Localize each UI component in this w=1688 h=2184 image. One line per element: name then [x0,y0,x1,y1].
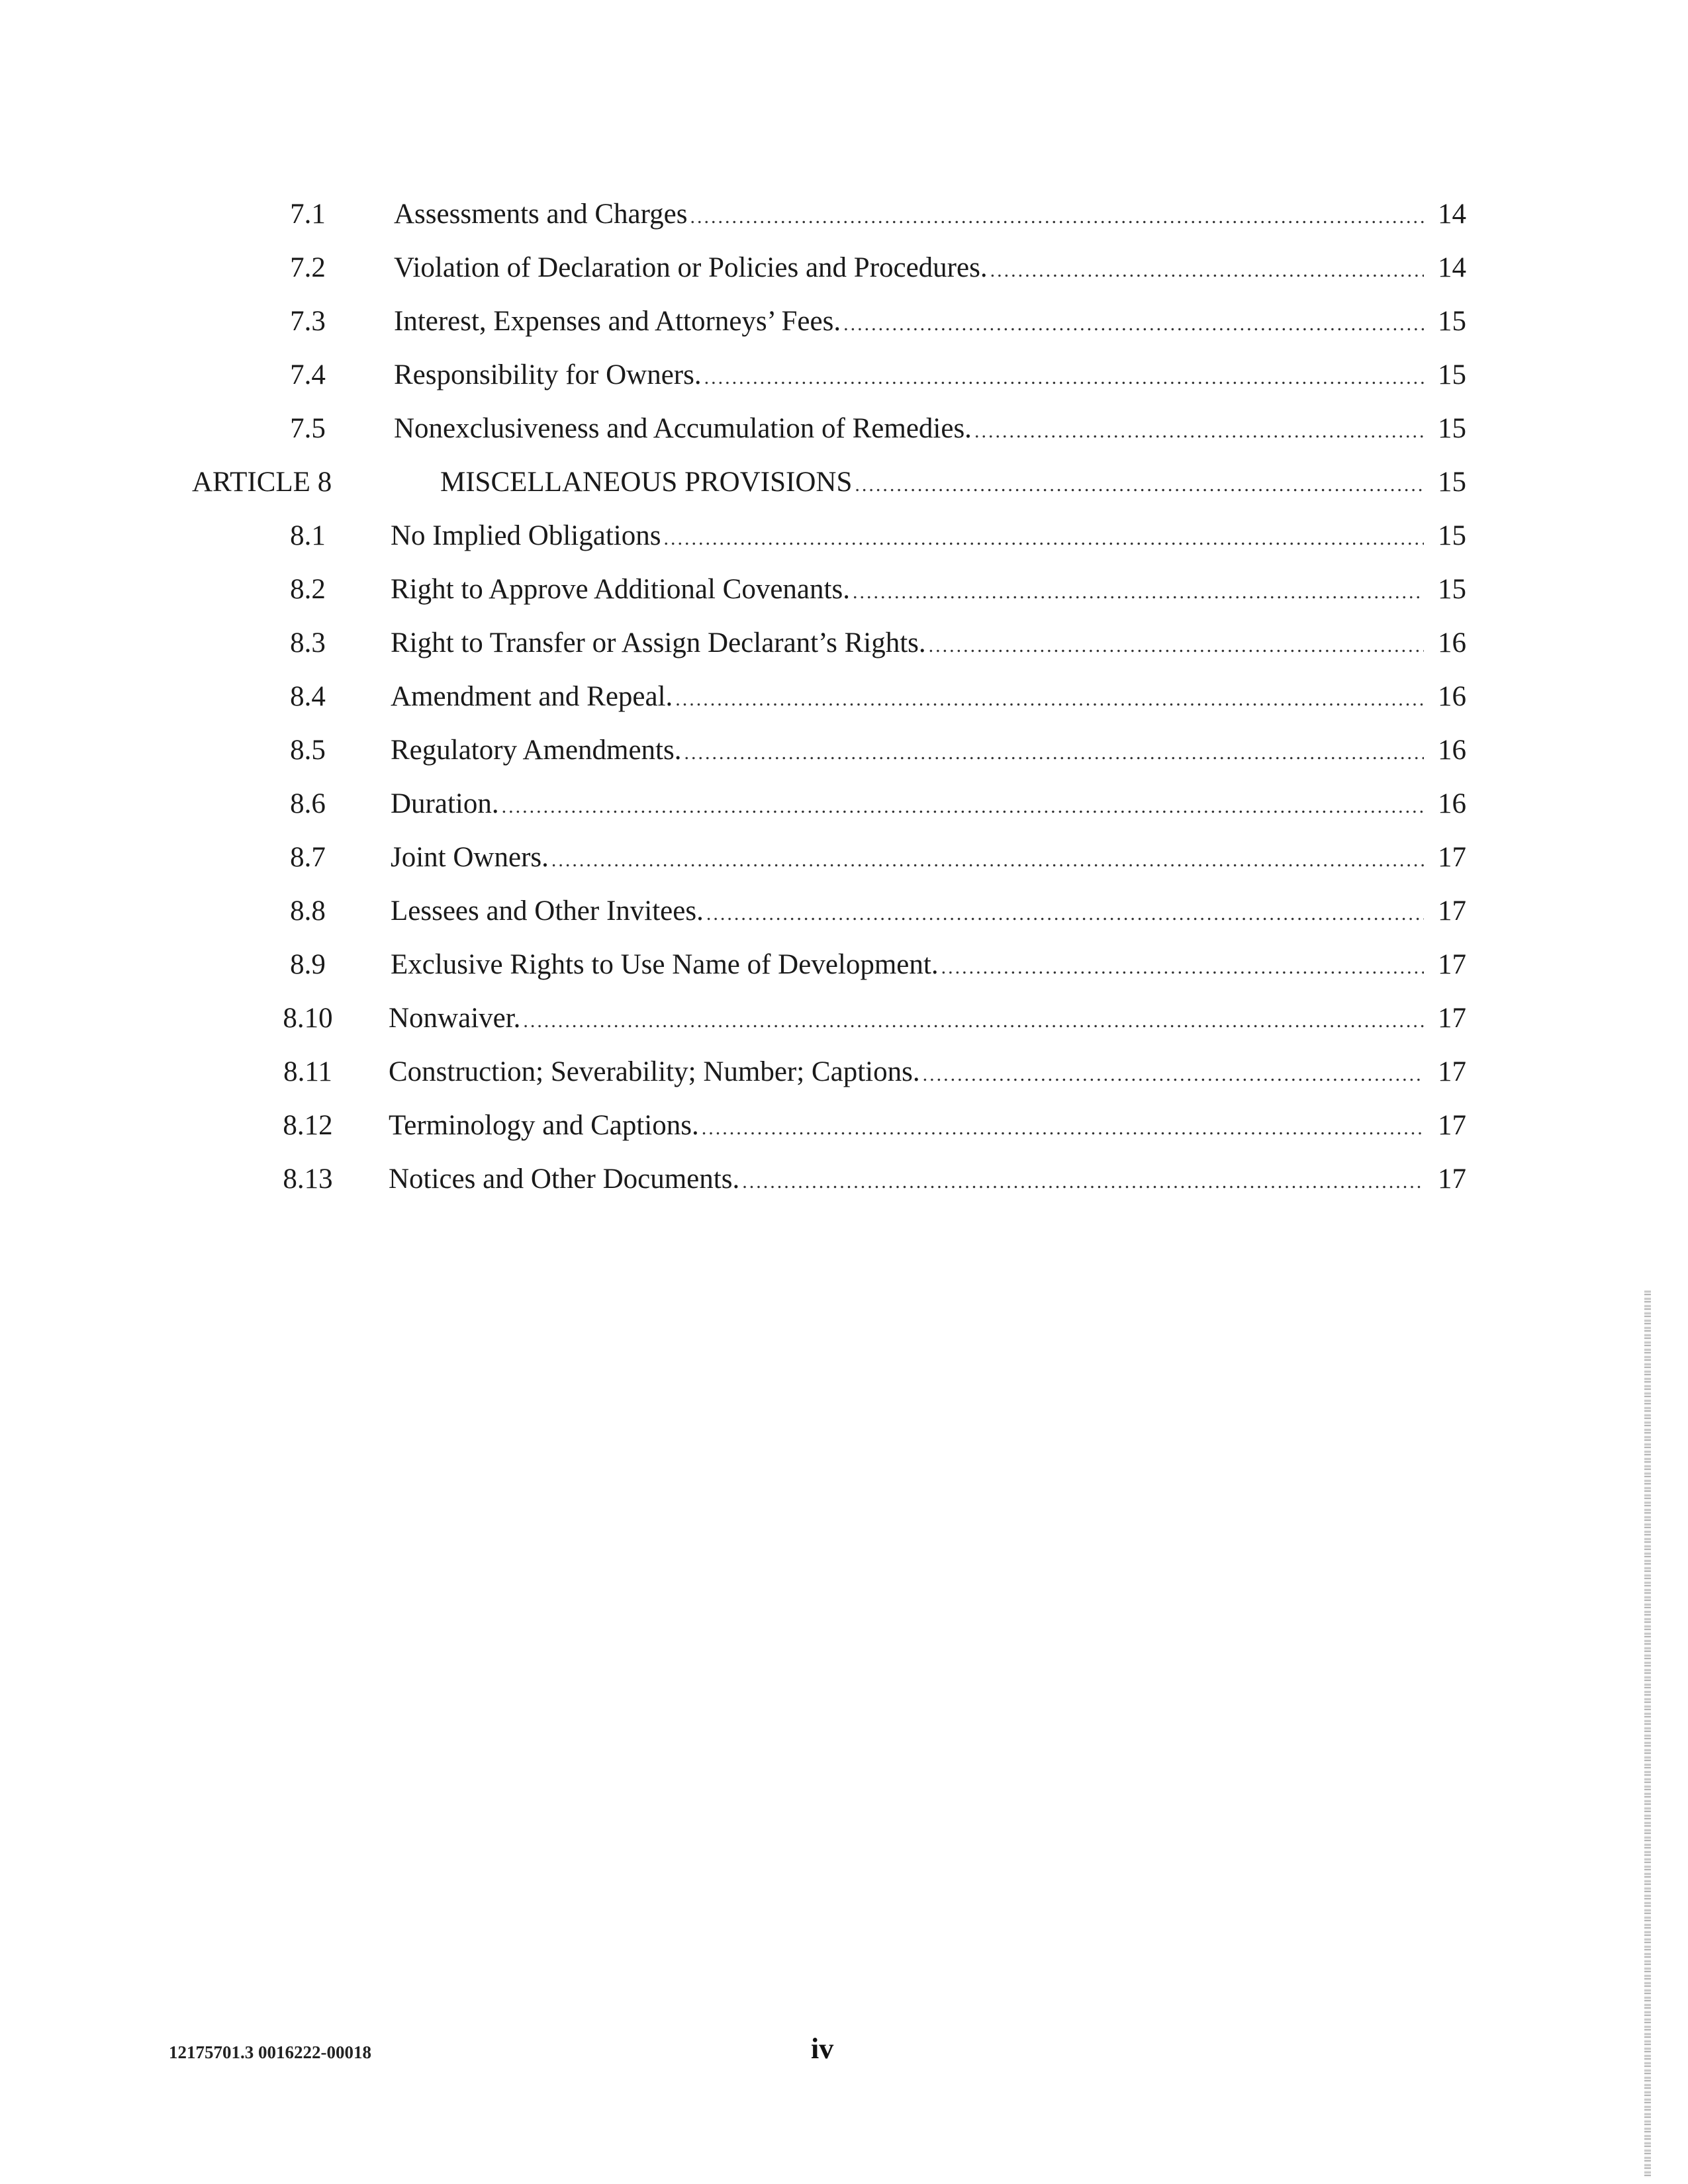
dot-leader [684,727,1425,780]
dot-leader [706,887,1424,940]
toc-entry-line [440,456,1466,512]
dot-leader [704,351,1424,404]
dot-leader [855,459,1424,512]
section-title: Nonwaiver. [389,1003,521,1034]
dot-leader [923,1048,1424,1101]
section-number: 8.9 [290,949,326,980]
page-number: 17 [1438,1163,1466,1195]
section-title: Terminology and Captions. [389,1110,699,1141]
section-number: 7.5 [290,413,326,444]
section-number: 8.10 [283,1003,333,1034]
section-title: Lessees and Other Invitees. [391,895,704,927]
toc-entry-line [394,295,1466,351]
page-number: 15 [1438,467,1466,498]
page-number: 14 [1438,199,1466,230]
section-title: Responsibility for Owners. [394,359,702,390]
toc-entry-line [394,188,1466,244]
toc-entry-8-10 [0,992,1688,1045]
toc-entry-line [394,242,1466,297]
article-label: ARTICLE 8 [192,467,332,498]
dot-leader [853,566,1424,619]
dot-leader [523,995,1424,1048]
toc-entry-7-1 [0,188,1688,241]
toc-entry-line [394,349,1466,404]
section-title: Regulatory Amendments. [391,735,682,766]
toc-article-8 [0,456,1688,509]
toc-entry-line [389,1153,1466,1208]
page-number: 16 [1438,627,1466,659]
section-title: Duration. [391,788,499,819]
page-number: 15 [1438,520,1466,551]
toc-entry-line [391,831,1466,887]
toc-entry-8-4 [0,670,1688,723]
section-number: 7.1 [290,199,326,230]
section-number: 8.13 [283,1163,333,1195]
section-title: Nonexclusiveness and Accumulation of Remedies. [394,413,972,444]
toc-entry-line [389,992,1466,1048]
toc-entry-8-3 [0,617,1688,670]
section-title: Right to Approve Additional Covenants. [391,574,850,605]
section-number: 7.4 [290,359,326,390]
toc-entry-8-11 [0,1046,1688,1099]
section-number: 8.5 [290,735,326,766]
dot-leader [974,405,1424,458]
toc-entry-7-4 [0,349,1688,402]
dot-leader [742,1156,1424,1208]
toc-entry-line [391,724,1466,780]
toc-entry-8-13 [0,1153,1688,1206]
section-number: 7.2 [290,252,326,283]
section-title: Amendment and Repeal. [391,681,673,712]
page-number-footer: iv [811,2032,834,2065]
dot-leader [702,1102,1424,1155]
page-number: 17 [1438,1056,1466,1087]
page-number: 17 [1438,1110,1466,1141]
section-title: Right to Transfer or Assign Declarant’s Rights. [391,627,926,659]
page-number: 15 [1438,359,1466,390]
toc-entry-line [389,1046,1466,1101]
toc-entry-8-8 [0,885,1688,938]
page-number: 14 [1438,252,1466,283]
dot-leader [551,834,1424,887]
toc-entry-line [391,938,1466,994]
scan-edge-artifact [1644,1291,1651,2177]
toc-entry-line [389,1099,1466,1155]
section-number: 8.3 [290,627,326,659]
section-number: 8.2 [290,574,326,605]
dot-leader [502,780,1424,833]
toc-entry-8-12 [0,1099,1688,1152]
page-number: 16 [1438,681,1466,712]
page-number: 17 [1438,842,1466,873]
section-number: 8.6 [290,788,326,819]
section-title: Joint Owners. [391,842,549,873]
page-number: 17 [1438,949,1466,980]
toc-entry-line [391,617,1466,672]
section-title: Interest, Expenses and Attorneys’ Fees. [394,306,841,337]
section-title: Assessments and Charges [394,199,688,230]
page-number: 16 [1438,788,1466,819]
toc-entry-8-5 [0,724,1688,777]
toc-entry-7-5 [0,402,1688,455]
toc-entry-8-7 [0,831,1688,884]
section-number: 8.12 [283,1110,333,1141]
toc-entry-line [391,563,1466,619]
section-number: 8.7 [290,842,326,873]
article-title: MISCELLANEOUS PROVISIONS [440,467,853,498]
section-number: 8.11 [283,1056,332,1087]
toc-entry-line [394,402,1466,458]
dot-leader [690,191,1424,244]
page-number: 15 [1438,306,1466,337]
dot-leader [663,512,1424,565]
section-title: Notices and Other Documents. [389,1163,740,1195]
toc-entry-line [391,670,1466,726]
dot-leader [675,673,1424,726]
section-title: Construction; Severability; Number; Captions. [389,1056,920,1087]
toc-entry-8-6 [0,778,1688,831]
toc-entry-7-3 [0,295,1688,348]
toc-entry-line [391,778,1466,833]
section-title: No Implied Obligations [391,520,661,551]
page-number: 16 [1438,735,1466,766]
section-number: 7.3 [290,306,326,337]
section-number: 8.4 [290,681,326,712]
section-number: 8.8 [290,895,326,927]
document-id: 12175701.3 0016222-00018 [169,2042,371,2062]
section-title: Exclusive Rights to Use Name of Development. [391,949,939,980]
toc-entry-7-2 [0,242,1688,295]
dot-leader [941,941,1424,994]
page-number: 17 [1438,1003,1466,1034]
toc-entry-8-1 [0,510,1688,563]
page-number: 17 [1438,895,1466,927]
page-number: 15 [1438,413,1466,444]
toc-entry-line [391,885,1466,940]
dot-leader [929,619,1424,672]
section-title: Violation of Declaration or Policies and Procedures. [394,252,988,283]
toc-entry-8-9 [0,938,1688,991]
dot-leader [990,244,1424,297]
toc-entry-8-2 [0,563,1688,616]
dot-leader [843,298,1424,351]
section-number: 8.1 [290,520,326,551]
toc-entry-line [391,510,1466,565]
page-number: 15 [1438,574,1466,605]
